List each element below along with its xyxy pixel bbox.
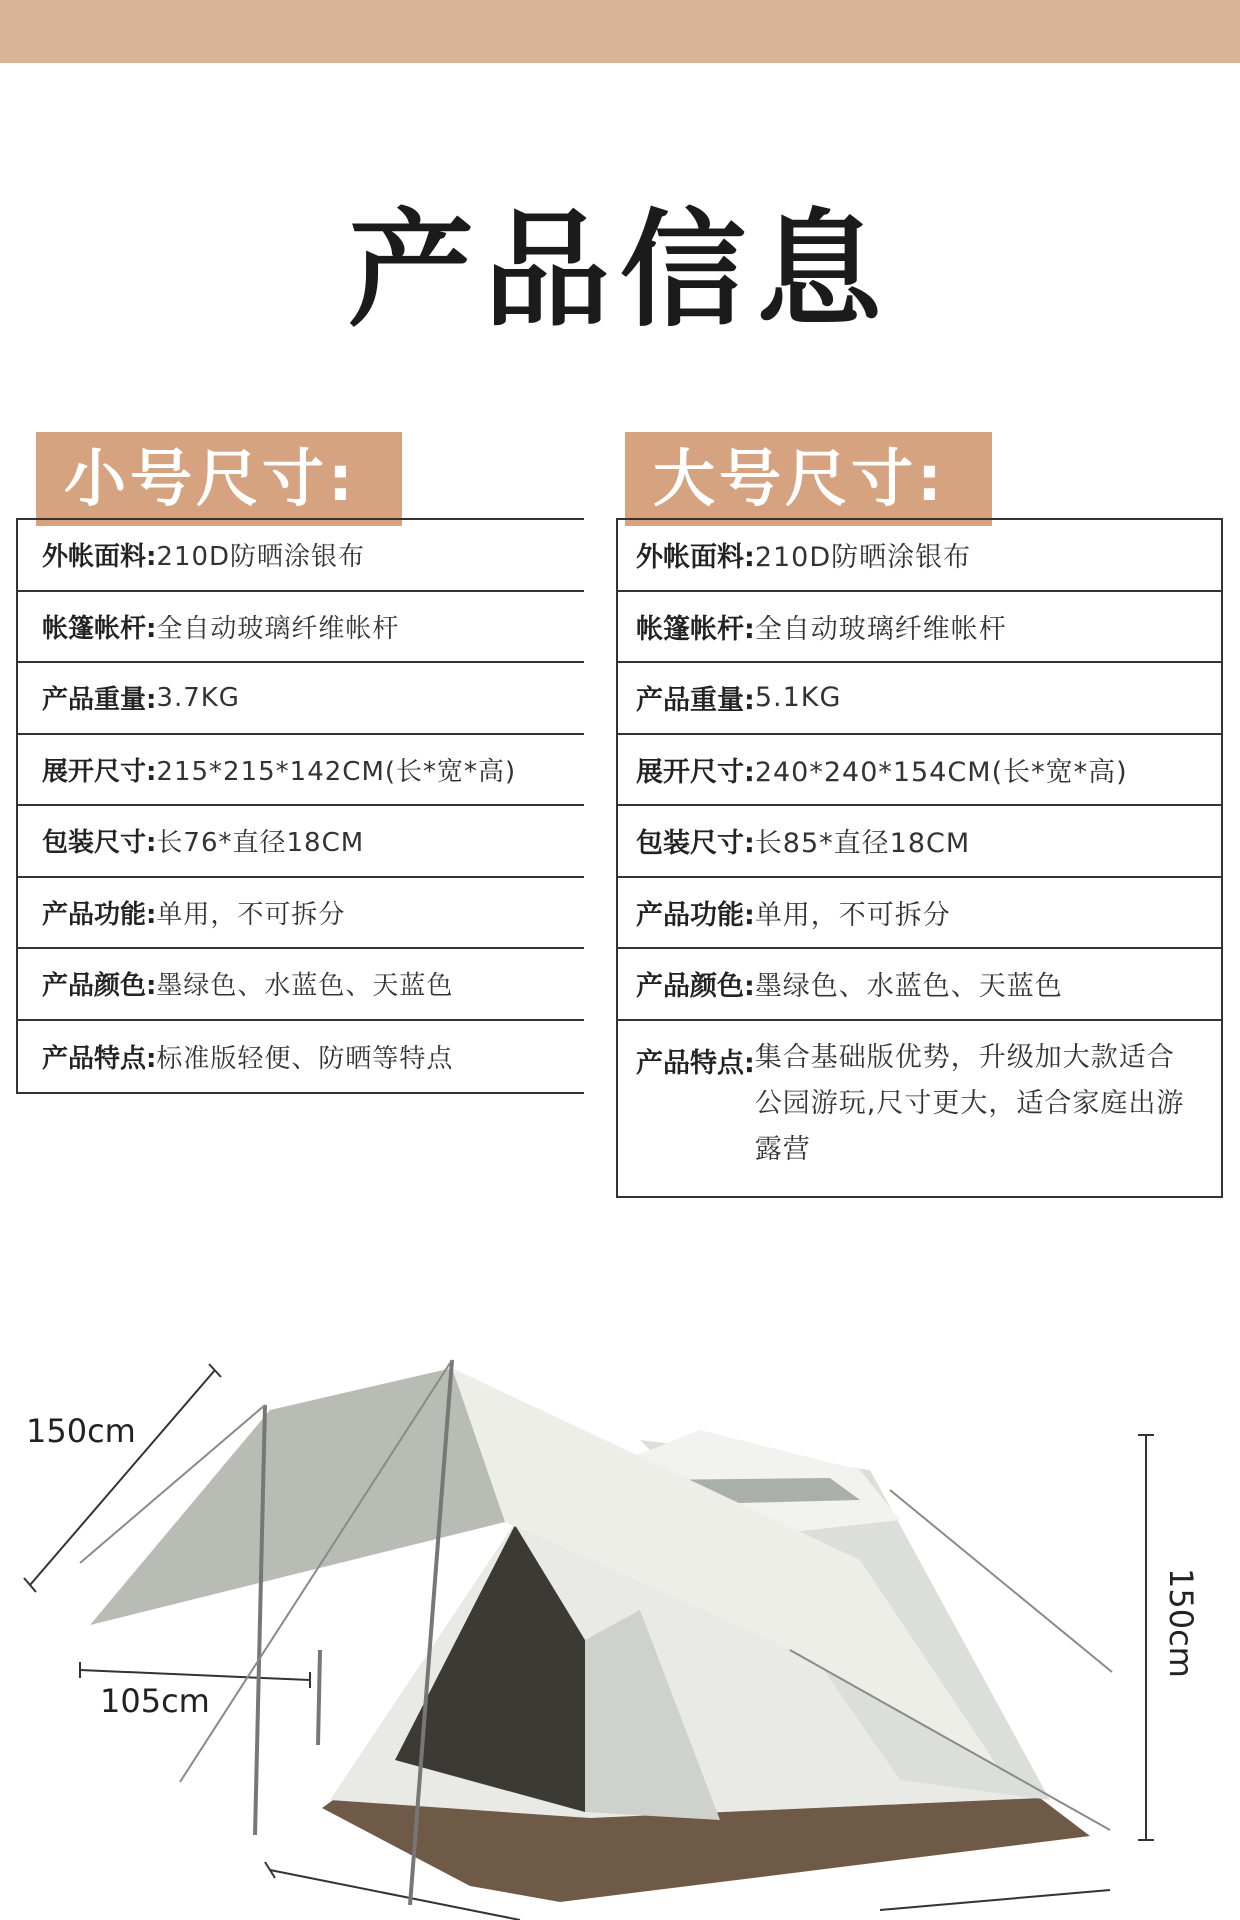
spec-row bbox=[618, 592, 1221, 664]
spec-value: 240*240*154CM(长*宽*高) bbox=[754, 756, 1128, 788]
spec-key: 产品功能: bbox=[636, 899, 755, 931]
spec-key: 包装尺寸: bbox=[42, 828, 157, 859]
spec-key: 帐篷帐杆: bbox=[636, 613, 755, 645]
spec-value: 长85*直径18CM bbox=[754, 828, 971, 860]
spec-value: 长76*直径18CM bbox=[156, 828, 365, 859]
spec-value: 210D防晒涂银布 bbox=[156, 542, 366, 573]
spec-key: 产品功能: bbox=[42, 899, 157, 930]
spec-row bbox=[618, 806, 1221, 878]
spec-row bbox=[18, 949, 584, 1021]
spec-value: 210D防晒涂银布 bbox=[754, 542, 972, 574]
spec-key: 外帐面料: bbox=[42, 542, 157, 573]
spec-row bbox=[18, 520, 584, 592]
spec-value: 单用，不可拆分 bbox=[754, 899, 951, 931]
spec-value: 墨绿色、水蓝色、天蓝色 bbox=[754, 971, 1063, 1003]
spec-row bbox=[18, 878, 584, 950]
large-spec-table bbox=[616, 518, 1223, 1198]
spec-row bbox=[18, 592, 584, 664]
page-title: 产品信息 bbox=[348, 196, 892, 344]
spec-key: 产品特点: bbox=[42, 1043, 157, 1074]
spec-value: 3.7KG bbox=[156, 682, 240, 713]
spec-key: 展开尺寸: bbox=[636, 756, 755, 788]
spec-value: 单用，不可拆分 bbox=[156, 899, 346, 930]
spec-value: 全自动玻璃纤维帐杆 bbox=[156, 613, 400, 644]
small-size-label: 小号尺寸: bbox=[36, 432, 402, 526]
canopy-length-label: 150cm bbox=[26, 1412, 136, 1450]
spec-row bbox=[18, 663, 584, 735]
spec-key: 产品特点: bbox=[636, 1047, 755, 1079]
spec-row bbox=[618, 663, 1221, 735]
top-color-band bbox=[0, 0, 1240, 63]
spec-row bbox=[18, 806, 584, 878]
spec-key: 包装尺寸: bbox=[636, 828, 755, 860]
tent-illustration bbox=[0, 1330, 1240, 1920]
spec-row bbox=[618, 878, 1221, 950]
spec-value: 215*215*142CM(长*宽*高) bbox=[156, 756, 517, 787]
spec-key: 帐篷帐杆: bbox=[42, 613, 157, 644]
small-spec-table bbox=[16, 518, 584, 1094]
spec-value: 集合基础版优势，升级加大款适合公园游玩,尺寸更大，适合家庭出游露营 bbox=[754, 1041, 1185, 1165]
spec-key: 展开尺寸: bbox=[42, 756, 157, 787]
spec-row bbox=[18, 735, 584, 807]
spec-key: 产品重量: bbox=[42, 685, 157, 716]
spec-key: 外帐面料: bbox=[636, 542, 755, 574]
spec-value: 墨绿色、水蓝色、天蓝色 bbox=[156, 971, 454, 1002]
spec-row bbox=[618, 735, 1221, 807]
large-size-label: 大号尺寸: bbox=[625, 432, 992, 526]
spec-value: 全自动玻璃纤维帐杆 bbox=[754, 613, 1007, 645]
spec-key: 产品颜色: bbox=[42, 971, 157, 1002]
spec-row bbox=[18, 1021, 584, 1093]
spec-key: 产品颜色: bbox=[636, 971, 755, 1003]
canopy-width-label: 105cm bbox=[100, 1682, 210, 1720]
spec-row bbox=[618, 1021, 1221, 1196]
spec-value: 5.1KG bbox=[754, 682, 842, 714]
spec-key: 产品重量: bbox=[636, 685, 755, 717]
spec-row bbox=[618, 949, 1221, 1021]
tent-height-label: 150cm bbox=[1162, 1568, 1200, 1678]
spec-value: 标准版轻便、防晒等特点 bbox=[156, 1043, 454, 1074]
spec-row bbox=[618, 520, 1221, 592]
